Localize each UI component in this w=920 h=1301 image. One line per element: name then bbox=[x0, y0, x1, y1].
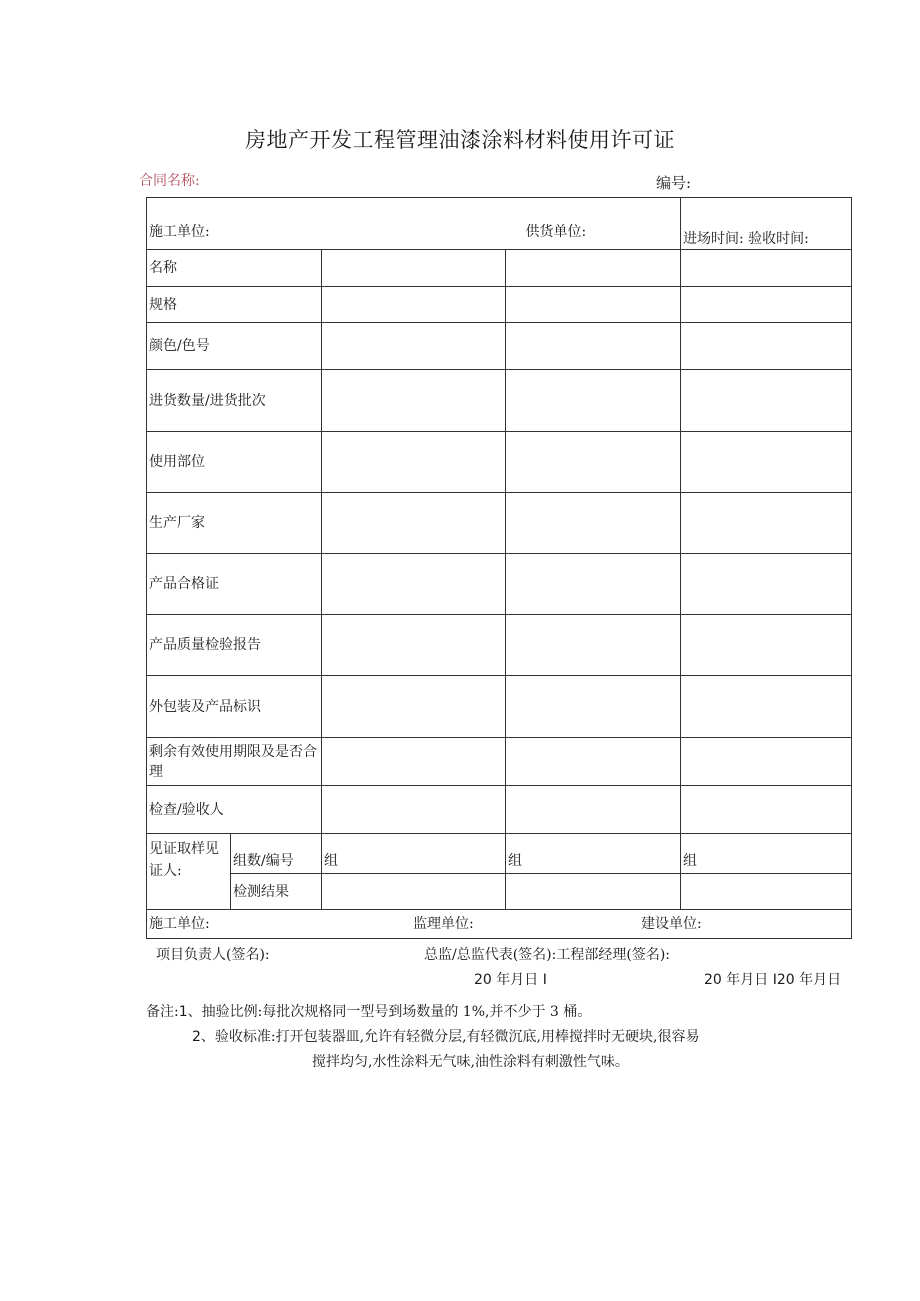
permit-form-table bbox=[146, 197, 852, 939]
row-label: 产品合格证 bbox=[147, 554, 322, 615]
table-cell[interactable] bbox=[506, 874, 681, 910]
group-cell[interactable] bbox=[322, 834, 506, 874]
row-label: 外包装及产品标识 bbox=[147, 676, 322, 738]
notes-line-3: 搅拌均匀,水性涂料无气味,油性涂料有刺激性气味。 bbox=[312, 1054, 629, 1070]
table-cell[interactable] bbox=[681, 287, 852, 323]
table-cell[interactable] bbox=[506, 370, 681, 432]
group-number-label: 组数/编号 bbox=[231, 834, 322, 874]
note-1-text: 抽验比例:每批次规格同一型号到场数量的 1%,并不少于 3 桶。 bbox=[201, 1004, 592, 1020]
table-cell[interactable] bbox=[506, 250, 681, 287]
test-result-label: 检测结果 bbox=[231, 874, 322, 910]
table-cell[interactable] bbox=[322, 323, 506, 370]
table-row bbox=[147, 287, 852, 323]
table-cell[interactable] bbox=[681, 554, 852, 615]
table-cell[interactable] bbox=[681, 738, 852, 786]
note-1-number: 1、 bbox=[178, 1004, 202, 1020]
footer-construction-unit: 施工单位: bbox=[149, 916, 210, 932]
table-cell[interactable] bbox=[681, 786, 852, 834]
table-cell[interactable] bbox=[322, 370, 506, 432]
witness-result-row bbox=[147, 874, 852, 910]
header-row bbox=[147, 198, 852, 250]
entry-acceptance-time-label: 进场时间: 验收时间: bbox=[683, 230, 809, 247]
table-cell[interactable] bbox=[506, 432, 681, 493]
footer-owner-unit: 建设单位: bbox=[641, 916, 702, 932]
table-cell[interactable] bbox=[506, 676, 681, 738]
table-cell[interactable] bbox=[322, 786, 506, 834]
table-cell[interactable] bbox=[681, 432, 852, 493]
table-cell[interactable] bbox=[322, 874, 506, 910]
times-cell bbox=[681, 198, 852, 250]
footer-units-cell bbox=[147, 910, 852, 939]
date-middle: 20 年月日 I bbox=[474, 972, 547, 988]
group-cell[interactable] bbox=[681, 834, 852, 874]
table-cell[interactable] bbox=[506, 554, 681, 615]
table-cell[interactable] bbox=[506, 615, 681, 676]
group-unit: 组 bbox=[683, 853, 698, 869]
row-label: 进货数量/进货批次 bbox=[147, 370, 322, 432]
table-row bbox=[147, 432, 852, 493]
table-cell[interactable] bbox=[322, 250, 506, 287]
group-unit: 组 bbox=[324, 853, 338, 869]
table-row bbox=[147, 493, 852, 554]
table-cell[interactable] bbox=[322, 738, 506, 786]
table-cell[interactable] bbox=[681, 323, 852, 370]
notes-line-2 bbox=[192, 1026, 699, 1046]
footer-supervision-unit: 监理单位: bbox=[413, 916, 474, 932]
table-cell[interactable] bbox=[506, 323, 681, 370]
row-label: 产品质量检验报告 bbox=[147, 615, 322, 676]
witness-label: 见证取样见证人: bbox=[147, 834, 231, 910]
table-cell[interactable] bbox=[506, 493, 681, 554]
construction-unit-label: 施工单位: bbox=[149, 223, 210, 240]
group-cell[interactable] bbox=[506, 834, 681, 874]
table-row bbox=[147, 615, 852, 676]
table-cell[interactable] bbox=[322, 554, 506, 615]
contract-name-label: 合同名称: bbox=[139, 173, 200, 189]
row-label: 检查/验收人 bbox=[147, 786, 322, 834]
table-cell[interactable] bbox=[322, 493, 506, 554]
row-label: 名称 bbox=[147, 250, 322, 287]
code-label: 编号: bbox=[656, 174, 692, 192]
table-cell[interactable] bbox=[322, 676, 506, 738]
row-label: 使用部位 bbox=[147, 432, 322, 493]
table-cell[interactable] bbox=[681, 874, 852, 910]
table-row bbox=[147, 786, 852, 834]
table-row bbox=[147, 676, 852, 738]
table-cell[interactable] bbox=[322, 287, 506, 323]
table-row bbox=[147, 554, 852, 615]
notes-label: 备注: bbox=[146, 1004, 179, 1020]
table-cell[interactable] bbox=[506, 738, 681, 786]
table-cell[interactable] bbox=[681, 676, 852, 738]
table-cell[interactable] bbox=[506, 287, 681, 323]
construction-unit-cell bbox=[147, 198, 506, 250]
page-title: 房地产开发工程管理油漆涂料材料使用许可证 bbox=[245, 128, 675, 152]
table-row bbox=[147, 370, 852, 432]
supervisor-manager-signature-label: 总监/总监代表(签名):工程部经理(签名): bbox=[424, 947, 670, 963]
date-right: 20 年月日 I20 年月日 bbox=[704, 972, 842, 988]
witness-group-row bbox=[147, 834, 852, 874]
supplier-unit-label: 供货单位: bbox=[525, 223, 587, 240]
row-label: 颜色/色号 bbox=[147, 323, 322, 370]
table-cell[interactable] bbox=[681, 615, 852, 676]
row-label: 规格 bbox=[147, 287, 322, 323]
project-leader-signature-label: 项目负责人(签名): bbox=[156, 947, 270, 963]
table-cell[interactable] bbox=[322, 432, 506, 493]
footer-units-row bbox=[147, 910, 852, 939]
table-row bbox=[147, 323, 852, 370]
note-2-text: 验收标准:打开包装器皿,允许有轻微分层,有轻微沉底,用棒搅拌时无硬块,很容易 bbox=[214, 1029, 700, 1045]
table-cell[interactable] bbox=[322, 615, 506, 676]
table-cell[interactable] bbox=[681, 370, 852, 432]
supplier-unit-cell bbox=[506, 198, 681, 250]
notes-line-1 bbox=[146, 1001, 591, 1021]
table-row bbox=[147, 250, 852, 287]
table-row bbox=[147, 738, 852, 786]
note-2-number: 2、 bbox=[192, 1029, 215, 1045]
table-cell[interactable] bbox=[681, 493, 852, 554]
row-label: 生产厂家 bbox=[147, 493, 322, 554]
row-label: 剩余有效使用期限及是否合理 bbox=[147, 738, 322, 786]
table-cell[interactable] bbox=[506, 786, 681, 834]
table-cell[interactable] bbox=[681, 250, 852, 287]
group-unit: 组 bbox=[508, 853, 523, 869]
